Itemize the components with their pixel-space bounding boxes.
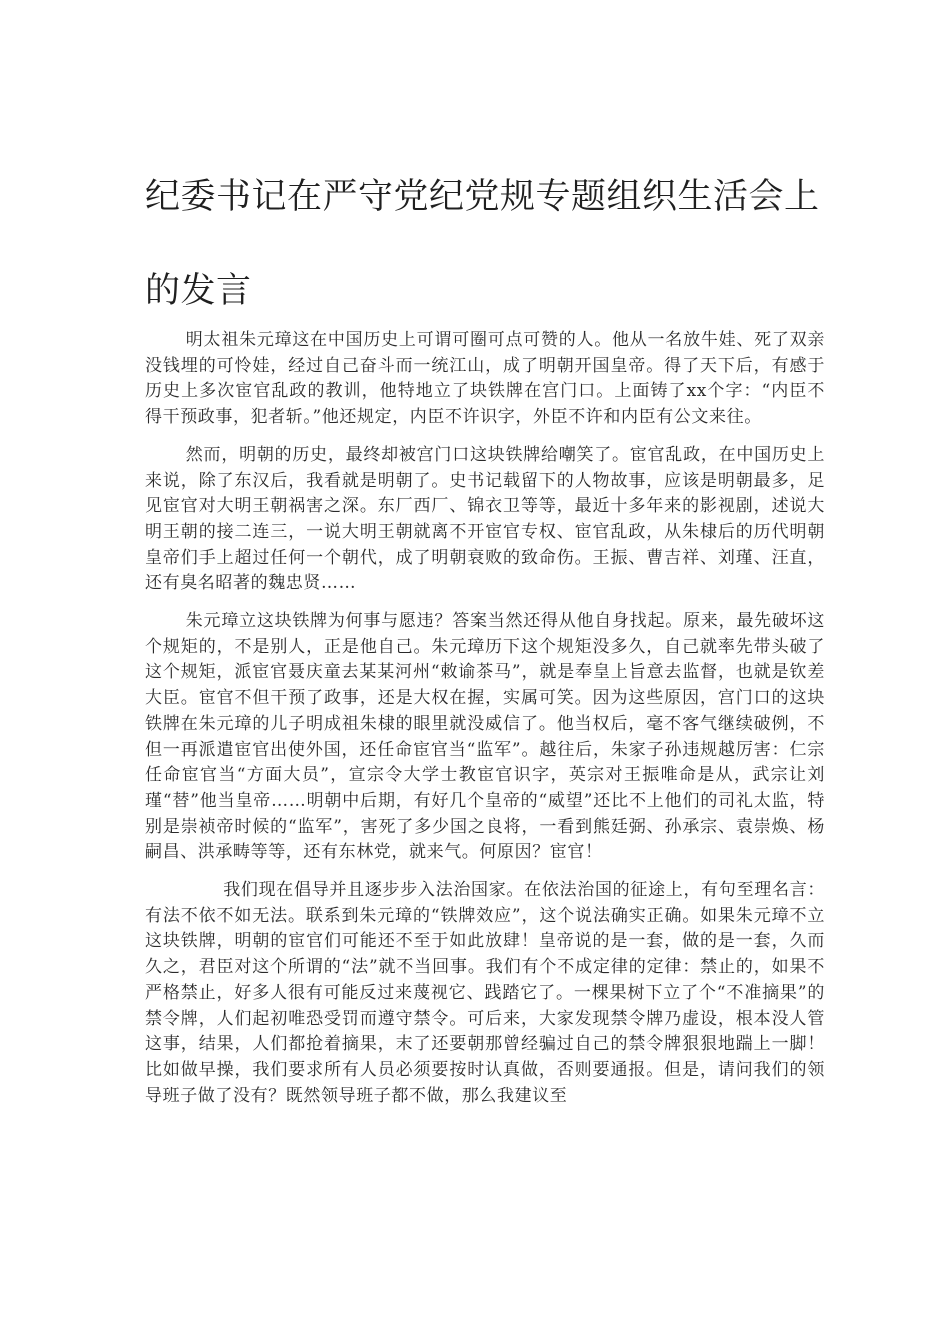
paragraph-2: 然而，明朝的历史，最终却被宫门口这块铁牌给嘲笑了。宦官乱政，在中国历史上来说，除了东汉后，我看就是明朝了。史书记载留下的人物故事，应该是明朝最多，足见宦官对大明王朝祸害之深。东厂西厂、锦衣卫等等，最近十多年来的影视剧，述说大明王朝的接二连三，一说大明王朝就离不开宦官专权、宦官乱政，从朱棣后的历代明朝皇帝们手上超过任何一个朝代，成了明朝衰败的致命伤。王振、曹吉祥、刘瑾、汪直，还有臭名昭著的魏忠贤…… <box>145 444 825 594</box>
paragraph-3: 朱元璋立这块铁牌为何事与愿违？答案当然还得从他自身找起。原来，最先破坏这个规矩的，不是别人，正是他自己。朱元璋历下这个规矩没多久，自己就率先带头破了这个规矩，派宦官聂庆童去某某河州“敕谕茶马”，就是奉皇上旨意去监督，也就是钦差大臣。宦官不但干预了政事，还是大权在握，实属可笑。因为这些原因，宫门口的这块铁牌在朱元璋的儿子明成祖朱棣的眼里就没威信了。他当权后，毫不客气继续破例，不但一再派遣宦官出使外国，还任命宦官当“监军”。越往后，朱家子孙违规越厉害：仁宗任命宦官当“方面大员”，宣宗令大学士教宦官识字，英宗对王振唯命是从，武宗让刘瑾“替”他当皇帝……明朝中后期，有好几个皇帝的“威望”还比不上他们的司礼太监，特别是崇祯帝时候的“监军”，害死了多少国之良将，一看到熊廷弼、孙承宗、袁崇焕、杨嗣昌、洪承畴等等，还有东林党，就来气。何原因？宦官！ <box>145 611 825 863</box>
document-body <box>145 328 825 1121</box>
document-title: 纪委书记在严守党纪党规专题组织生活会上的发言 <box>145 177 820 311</box>
paragraph-4: 我们现在倡导并且逐步步入法治国家。在依法治国的征途上，有句至理名言：有法不依不如无法。联系到朱元璋的“铁牌效应”，这个说法确实正确。如果朱元璋不立这块铁牌，明朝的宦官们可能还不至于如此放肆！皇帝说的是一套，做的是一套，久而久之，君臣对这个所谓的“法”就不当回事。我们有个不成定律的定律：禁止的，如果不严格禁止，好多人很有可能反过来蔑视它、践踏它了。一棵果树下立了个“不准摘果”的禁令牌，人们起初唯恐受罚而遵守禁令。可后来，大家发现禁令牌乃虚设，根本没人管这事，结果，人们都抢着摘果，末了还要朝那曾经骗过自己的禁令牌狠狠地踹上一脚！比如做早操，我们要求所有人员必须要按时认真做，否则要通报。但是，请问我们的领导班子做了没有？既然领导班子都不做，那么我建议至 <box>145 880 825 1106</box>
paragraph-1: 明太祖朱元璋这在中国历史上可谓可圈可点可赞的人。他从一名放牛娃、死了双亲没钱埋的可怜娃，经过自己奋斗而一统江山，成了明朝开国皇帝。得了天下后，有感于历史上多次宦官乱政的教训，他特地立了块铁牌在宫门口。上面铸了xx个字：“内臣不得干预政事，犯者斩。”他还规定，内臣不许识字，外臣不许和内臣有公文来往。 <box>145 330 825 428</box>
